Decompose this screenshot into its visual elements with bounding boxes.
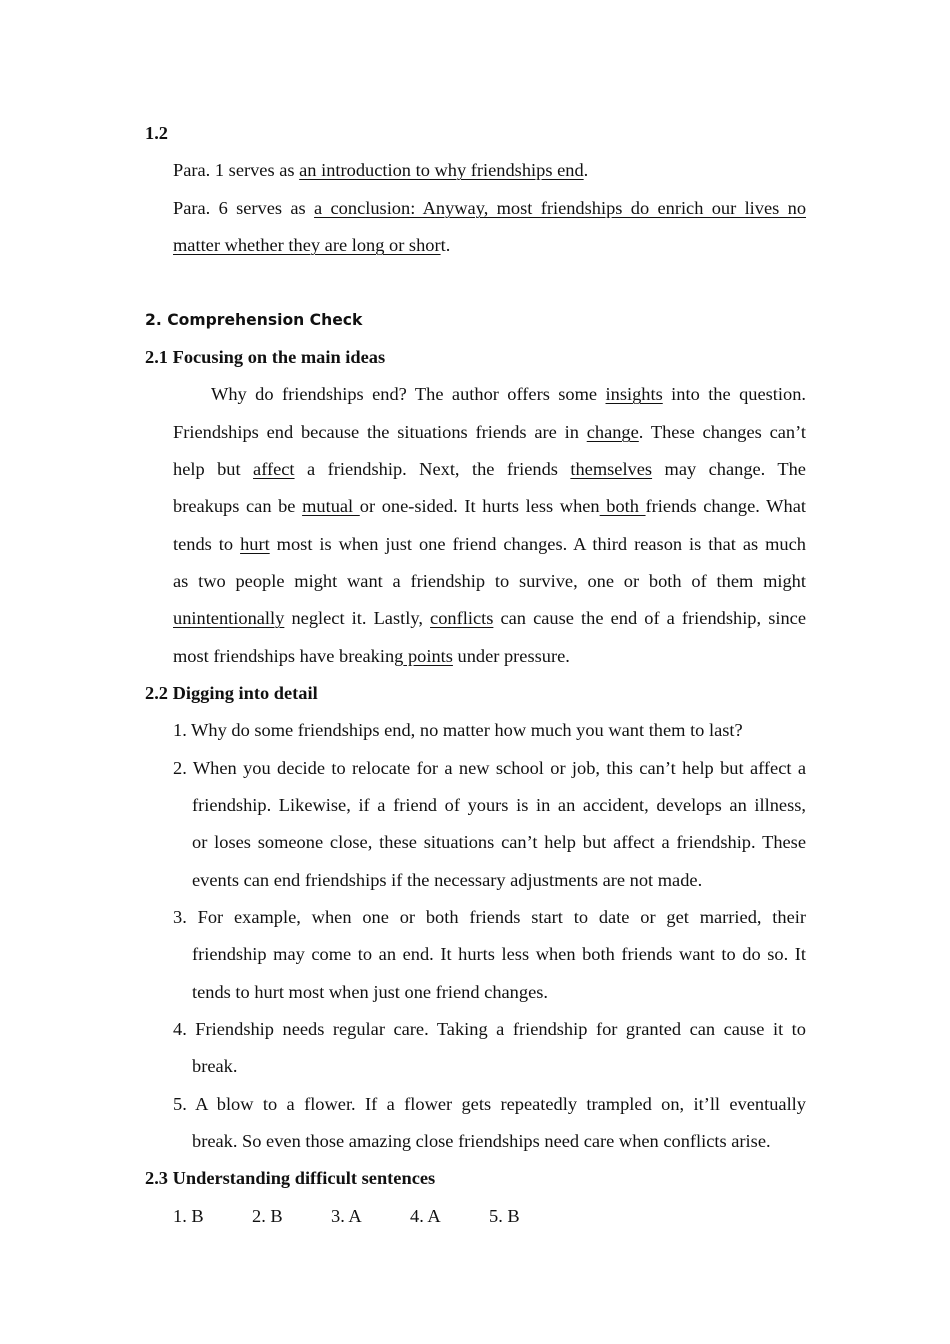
summary-text: breakups can be [173, 496, 303, 516]
section-2-2-heading: 2.2 Digging into detail [145, 683, 318, 703]
detail-answer-5-line-1: 5. A blow to a flower. If a flower gets repeatedly trampled on, it’ll eventually [173, 1094, 806, 1114]
summary-text: Friendships end because the situations friends are in [173, 422, 587, 442]
answer-1: 1. B [173, 1206, 204, 1226]
summary-line-7 [173, 607, 806, 629]
detail-answer-5-line-2: break. So even those amazing close friendships need care when conflicts arise. [192, 1131, 771, 1151]
summary-text: most friendships have breaking [173, 646, 404, 666]
summary-text: neglect it. Lastly, [291, 608, 431, 628]
summary-text: can cause the end of a friendship, since [500, 608, 806, 628]
blank-unintentionally: unintentionally [173, 608, 285, 628]
para6-prefix: Para. 6 serves as [173, 198, 315, 218]
section-2-1-heading: 2.1 Focusing on the main ideas [145, 347, 386, 367]
summary-text: friends change. What [645, 496, 806, 516]
summary-text: tends to [173, 534, 241, 554]
para6-answer-line-2 [173, 234, 450, 256]
answer-2: 2. B [252, 1206, 283, 1226]
para1-answer: an introduction to why friendships end [299, 160, 584, 180]
answer-key-row [173, 1205, 568, 1227]
blank-mutual: mutual [302, 496, 360, 516]
blank-conflicts: conflicts [430, 608, 494, 628]
blank-change: change [586, 422, 639, 442]
detail-answer-4-line-2: break. [192, 1056, 238, 1076]
blank-hurt: hurt [240, 534, 270, 554]
summary-line-2 [173, 421, 806, 443]
summary-line-4 [173, 495, 806, 517]
summary-text: a friendship. Next, the friends [306, 459, 571, 479]
para6-answer-part1: a conclusion: Anyway, most friendships do enrich our lives no [314, 198, 807, 218]
summary-text: most is when just one friend changes. A third reason is that as much [276, 534, 806, 554]
section-2-3-heading: 2.3 Understanding difficult sentences [145, 1168, 436, 1188]
detail-answer-3-line-2: friendship may come to an end. It hurts less when both friends want to do so. It [192, 944, 806, 964]
answer-3: 3. A [331, 1206, 362, 1226]
answer-5: 5. B [489, 1206, 520, 1226]
summary-text: Why do friendships end? The author offers some [211, 384, 606, 404]
detail-answer-2-line-4: events can end friendships if the necessary adjustments are not made. [192, 870, 703, 890]
section-1-2-heading: 1.2 [145, 123, 168, 143]
summary-line-5 [173, 533, 806, 555]
summary-text: may change. The [664, 459, 806, 479]
para6-answer-line-1 [173, 197, 806, 219]
summary-line-1 [211, 383, 806, 405]
detail-answer-3-line-3: tends to hurt most when just one friend changes. [192, 982, 548, 1002]
summary-text: into the question. [671, 384, 806, 404]
comprehension-check-heading: 2. Comprehension Check [145, 311, 363, 329]
detail-answer-2-line-2: friendship. Likewise, if a friend of yours is in an accident, develops an illness, [192, 795, 806, 815]
para6-answer-part2: matter whether they are long or shor [173, 235, 441, 255]
blank-both: both [599, 496, 646, 516]
detail-answer-2-line-1: 2. When you decide to relocate for a new school or job, this can’t help but affect a [173, 758, 806, 778]
summary-text: . These changes can’t [638, 422, 807, 442]
summary-text: help but [173, 459, 254, 479]
blank-affect: affect [253, 459, 295, 479]
detail-answer-2-line-3: or loses someone close, these situations can’t help but affect a friendship. These [192, 832, 806, 852]
summary-line-3 [173, 458, 806, 480]
detail-answer-4-line-1: 4. Friendship needs regular care. Taking a friendship for granted can cause it to [173, 1019, 806, 1039]
para6-suffix: t. [440, 235, 451, 255]
detail-answer-1: 1. Why do some friendships end, no matter how much you want them to last? [173, 720, 743, 740]
summary-line-6: as two people might want a friendship to survive, one or both of them might [173, 571, 806, 591]
para1-suffix: . [583, 160, 589, 180]
detail-answer-3-line-1: 3. For example, when one or both friends start to date or get married, their [173, 907, 806, 927]
para1-prefix: Para. 1 serves as [173, 160, 300, 180]
blank-themselves: themselves [570, 459, 653, 479]
summary-text: or one-sided. It hurts less when [359, 496, 600, 516]
para1-answer-line [173, 159, 588, 181]
summary-text: under pressure. [452, 646, 570, 666]
answer-4: 4. A [410, 1206, 441, 1226]
blank-insights: insights [605, 384, 663, 404]
summary-line-8 [173, 645, 570, 667]
blank-points: points [403, 646, 453, 666]
